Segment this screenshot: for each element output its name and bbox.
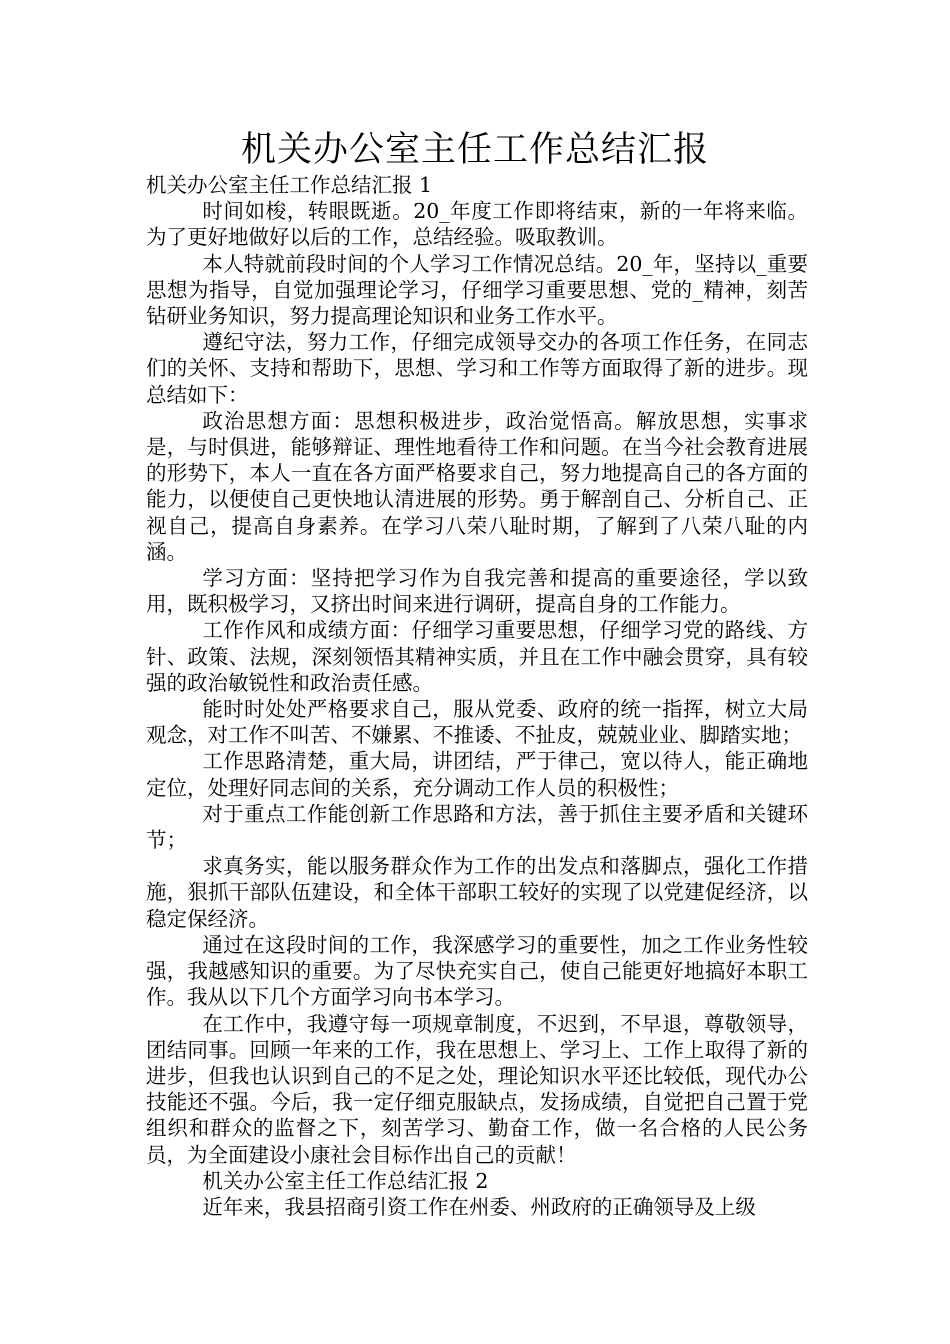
paragraph: 能时时处处严格要求自己，服从党委、政府的统一指挥，树立大局观念，对工作不叫苦、不嫌累、不推诿、不扯皮，兢兢业业、脚踏实地； [146,697,808,748]
section-heading-2: 机关办公室主任工作总结汇报 2 [202,1168,489,1193]
paragraph: 近年来，我县招商引资工作在州委、州政府的正确领导及上级 [202,1194,756,1219]
paragraph: 在工作中，我遵守每一项规章制度，不迟到，不早退，尊敬领导，团结同事。回顾一年来的工作，我在思想上、学习上、工作上取得了新的进步，但我也认识到自己的不足之处，理论知识水平还比较低，现代办公技能还不强。今后，我一定仔细克服缺点，发扬成绩，自觉把自己置于党组织和群众的监督之下，刻苦学习、勤奋工作，做一名合格的人民公务员，为全面建设小康社会目标作出自己的贡献！ [146,1011,808,1167]
paragraph: 工作作风和成绩方面：仔细学习重要思想，仔细学习党的路线、方针、政策、法规，深刻领悟其精神实质，并且在工作中融会贯穿，具有较强的政治敏锐性和政治责任感。 [146,618,808,695]
paragraph: 工作思路清楚，重大局，讲团结，严于律己，宽以待人，能正确地定位，处理好同志间的关系，充分调动工作人员的积极性； [146,749,808,800]
paragraph: 时间如梭，转眼既逝。20_年度工作即将结束，新的一年将来临。为了更好地做好以后的工作，总结经验。吸取教训。 [146,199,808,250]
document-title: 机关办公室主任工作总结汇报 [240,130,709,170]
section-heading-1: 机关办公室主任工作总结汇报 1 [146,173,433,197]
paragraph: 对于重点工作能创新工作思路和方法，善于抓住主要矛盾和关键环节； [146,801,808,853]
paragraph: 学习方面：坚持把学习作为自我完善和提高的重要途径，学以致用，既积极学习，又挤出时间来进行调研，提高自身的工作能力。 [146,566,808,617]
document-body [146,172,808,1220]
paragraph: 政治思想方面：思想积极进步，政治觉悟高。解放思想，实事求是，与时俱进，能够辩证、理性地看待工作和问题。在当今社会教育进展的形势下，本人一直在各方面严格要求自己，努力地提高自己的各方面的能力，以便使自己更快地认清进展的形势。勇于解剖自己、分析自己、正视自己，提高自身素养。在学习八荣八耻时期，了解到了八荣八耻的内涵。 [146,408,808,564]
paragraph: 本人特就前段时间的个人学习工作情况总结。20_年，坚持以_重要思想为指导，自觉加强理论学习，仔细学习重要思想、党的_精神，刻苦钻研业务知识，努力提高理论知识和业务工作水平。 [146,251,808,329]
paragraph: 求真务实，能以服务群众作为工作的出发点和落脚点，强化工作措施，狠抓干部队伍建设，和全体干部职工较好的实现了以党建促经济，以稳定保经济。 [146,854,808,931]
paragraph: 通过在这段时间的工作，我深感学习的重要性，加之工作业务性较强，我越感知识的重要。为了尽快充实自己，使自己能更好地搞好本职工作。我从以下几个方面学习向书本学习。 [146,932,808,1010]
paragraph: 遵纪守法，努力工作，仔细完成领导交办的各项工作任务，在同志们的关怀、支持和帮助下，思想、学习和工作等方面取得了新的进步。现总结如下： [146,330,808,407]
